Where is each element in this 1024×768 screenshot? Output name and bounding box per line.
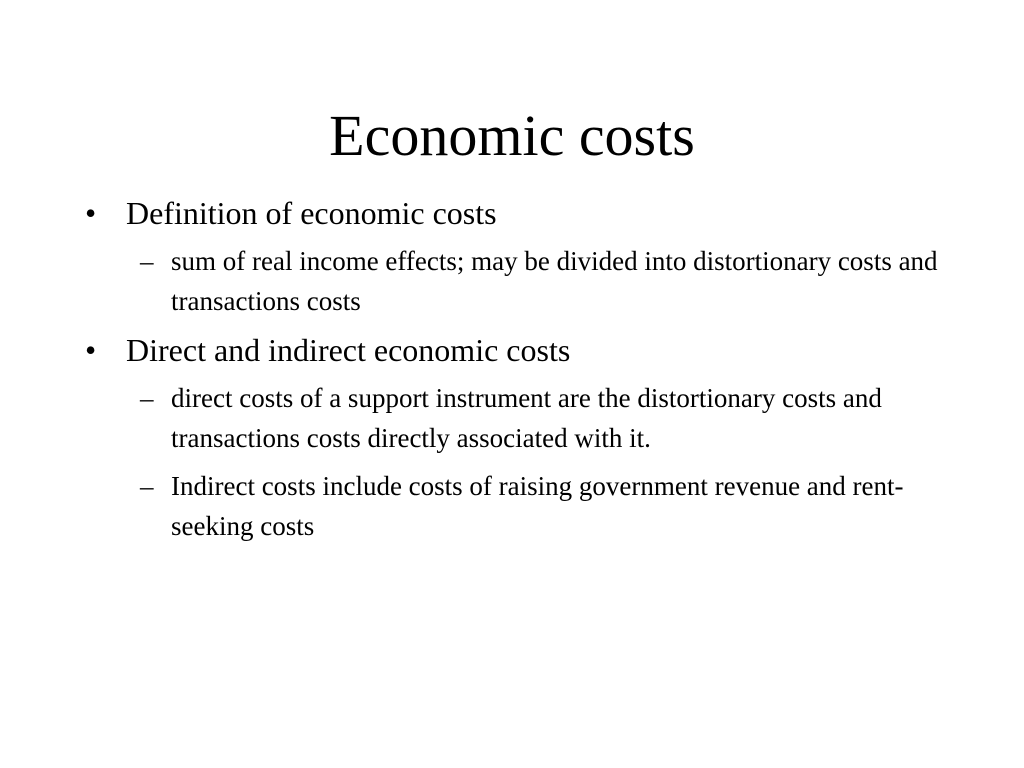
sub-bullet-marker: – [140,246,154,276]
bullet-item [85,329,965,371]
sub-bullet-text: Indirect costs include costs of raising government revenue and rent-seeking costs [171,471,904,541]
sub-bullet-marker: – [140,471,154,501]
sub-bullet-item [85,378,965,458]
bullet-marker: • [85,332,97,368]
bullet-text: Direct and indirect economic costs [126,332,571,368]
slide-body [85,192,965,554]
sub-bullet-item [85,466,965,546]
sub-bullet-item [85,241,965,321]
sub-bullet-text: sum of real income effects; may be divided into distortionary costs and transactions costs [171,246,938,316]
bullet-marker: • [85,195,97,231]
bullet-item [85,192,965,234]
sub-bullet-marker: – [140,383,154,413]
slide-title: Economic costs [329,103,695,168]
bullet-text: Definition of economic costs [126,195,497,231]
sub-bullet-text: direct costs of a support instrument are the distortionary costs and transactions costs directly associated with it. [171,383,882,453]
